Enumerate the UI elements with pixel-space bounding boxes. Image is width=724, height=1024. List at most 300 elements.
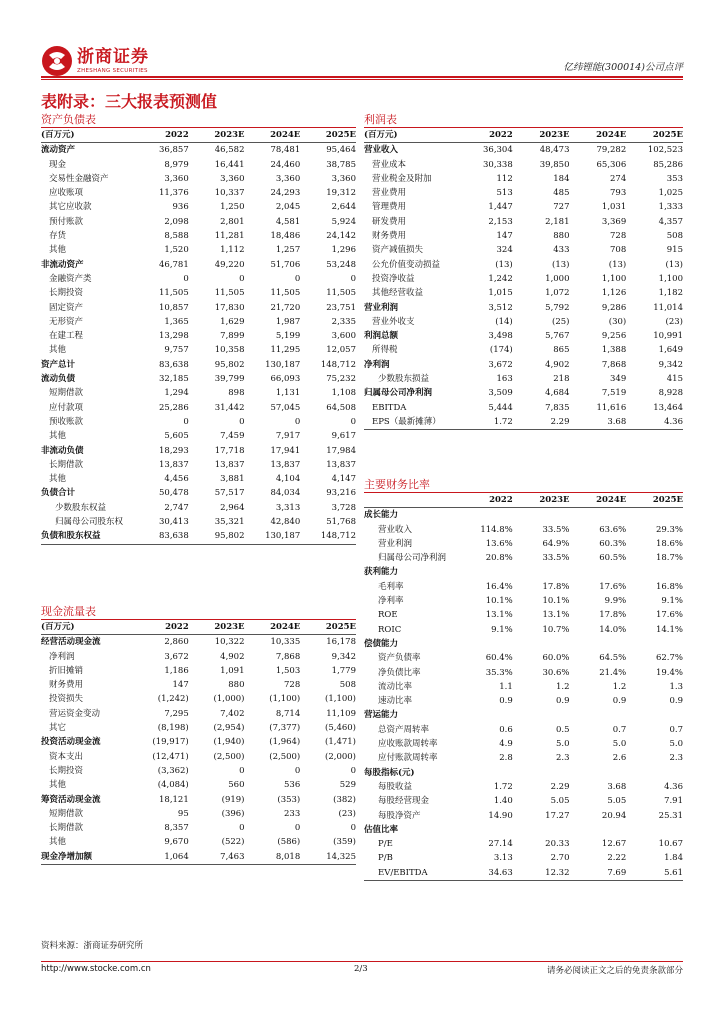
cell-value: 95,464	[326, 145, 356, 156]
row-label: 金融资产类	[49, 273, 92, 284]
cell-value: 5.0	[555, 739, 570, 750]
cell-value: 0	[239, 416, 245, 427]
cell-value: 39,799	[214, 374, 245, 385]
cell-value: 11,376	[159, 188, 189, 199]
cell-value: 3,509	[488, 388, 513, 399]
cell-value: (1,964)	[269, 737, 301, 748]
cell-value: 1,365	[164, 316, 189, 327]
cell-value: 65,306	[596, 159, 627, 170]
row-label: 所得税	[372, 345, 398, 356]
cell-value: 3,369	[601, 216, 627, 227]
row-label: 每股经营现金	[378, 796, 430, 807]
table-row	[364, 866, 683, 881]
table-header-row	[364, 128, 683, 143]
row-label: 非流动资产	[41, 259, 84, 270]
row-label: 折旧摊销	[49, 665, 84, 676]
cell-value: 1.1	[499, 681, 513, 692]
cell-value: 0.9	[612, 696, 627, 707]
cell-value: 24,460	[270, 159, 301, 170]
table-row	[364, 594, 683, 608]
cell-value: 64.9%	[542, 538, 570, 549]
cell-value	[513, 637, 570, 651]
cell-value: 17,984	[326, 445, 356, 456]
table-row	[41, 486, 356, 500]
cell-value: 3,728	[331, 502, 356, 513]
cell-value: 1.84	[664, 853, 683, 864]
cell-value: 147	[172, 680, 189, 691]
cell-value: 5,792	[545, 302, 570, 313]
row-label: 资产减值损失	[372, 245, 424, 256]
cell-value: 274	[610, 173, 627, 184]
cell-value	[456, 508, 513, 523]
source-note: 资料来源：浙商证券研究所	[41, 941, 144, 951]
table-row	[41, 835, 356, 849]
cell-value: 51,706	[270, 259, 301, 270]
column-header-year: 2023E	[189, 620, 245, 635]
cell-value: 7.69	[570, 866, 627, 881]
cell-value: 17,718	[214, 445, 245, 456]
cell-value: 1.72	[493, 781, 513, 792]
cell-value	[456, 708, 513, 722]
cell-value: 39,850	[539, 159, 570, 170]
row-label: EV/EBITDA	[364, 866, 456, 881]
cell-value	[513, 823, 570, 837]
cell-value: 13,464	[653, 402, 683, 413]
cell-value	[570, 508, 627, 523]
cell-value: 936	[172, 202, 189, 213]
table-row	[364, 343, 683, 357]
cell-value: 78,481	[270, 145, 301, 156]
cell-value: 10.1%	[542, 596, 570, 607]
cell-value: 60.4%	[485, 653, 513, 664]
cell-value: 16,441	[214, 159, 245, 170]
cell-value: 324	[496, 245, 513, 256]
row-label: 其他经营收益	[372, 288, 424, 299]
cell-value: 10,358	[214, 345, 245, 356]
cell-value: 0.5	[555, 724, 570, 735]
cell-value: 1.40	[493, 796, 513, 807]
row-label: 流动资产	[41, 145, 76, 156]
cell-value: 1,112	[220, 245, 245, 256]
cell-value: 1,503	[275, 665, 301, 676]
table-row	[41, 735, 356, 749]
cell-value: 1.2	[612, 681, 627, 692]
table-row	[41, 301, 356, 315]
table-row	[41, 158, 356, 172]
cell-value: 85,286	[653, 159, 683, 170]
cell-value: 728	[284, 680, 301, 691]
cell-value: 23,751	[326, 302, 356, 313]
cell-value: (5,460)	[325, 723, 356, 734]
cell-value: (12,471)	[152, 751, 189, 762]
row-label: 非流动负债	[41, 445, 84, 456]
cell-value: 2,747	[164, 502, 189, 513]
table-row	[364, 580, 683, 594]
cell-value: 114.8%	[480, 524, 513, 535]
cell-value: 0	[239, 765, 245, 776]
cell-value: 9.9%	[604, 596, 627, 607]
cell-value: (174)	[489, 345, 513, 356]
cell-value: 4,902	[545, 359, 570, 370]
cell-value: 1,186	[164, 665, 189, 676]
cash-flow-section	[41, 604, 356, 865]
row-label: 营业外收支	[372, 316, 415, 327]
cell-value: 18,486	[270, 231, 301, 242]
table-row	[41, 143, 356, 158]
table-row	[41, 358, 356, 372]
cell-value: 1,182	[658, 288, 683, 299]
cell-value: 1,779	[331, 665, 356, 676]
cell-value: (396)	[221, 808, 245, 819]
cell-value	[513, 565, 570, 579]
cell-value: (13)	[665, 259, 683, 270]
income-statement-table	[364, 128, 683, 430]
cell-value: 11,281	[214, 231, 245, 242]
cell-value: 13,837	[326, 459, 356, 470]
table-row	[41, 286, 356, 300]
cell-value: 0.6	[499, 724, 513, 735]
cell-value: 0	[239, 823, 245, 834]
row-label: 少数股东损益	[378, 374, 430, 385]
cell-value: 4.36	[664, 781, 683, 792]
row-label: 应付账款周转率	[378, 753, 438, 764]
cell-value: 93,216	[326, 488, 356, 499]
row-label: 营业收入	[378, 524, 413, 535]
cell-value: 24,142	[326, 231, 356, 242]
column-header-unit: (百万元)	[41, 128, 133, 143]
cell-value: 13,837	[214, 459, 245, 470]
cell-value: (13)	[495, 259, 513, 270]
column-header-year: 2025E	[300, 128, 356, 143]
row-label: 预收账款	[49, 416, 84, 427]
row-label: 归属母公司股东权	[55, 517, 124, 528]
cell-value: 19,312	[326, 188, 356, 199]
cell-value: 7,868	[601, 359, 627, 370]
table-row	[364, 837, 683, 851]
cell-value: 33.5%	[542, 553, 570, 564]
cell-value: 793	[610, 188, 627, 199]
cell-value: 2.3	[555, 753, 570, 764]
cell-value: 10,857	[159, 302, 189, 313]
cell-value: 64,508	[326, 402, 356, 413]
table-row	[41, 372, 356, 386]
table-row	[364, 694, 683, 708]
cell-value: 8,714	[275, 708, 301, 719]
row-label: 负债和股东权益	[41, 529, 133, 544]
cell-value: 485	[553, 188, 570, 199]
table-row	[364, 565, 683, 579]
cell-value: 415	[666, 374, 683, 385]
row-label: 在建工程	[49, 331, 84, 342]
balance-sheet-title: 资产负债表	[41, 112, 356, 128]
cell-value	[513, 766, 570, 780]
cell-value: 60.3%	[599, 538, 627, 549]
cell-value: 3,512	[488, 302, 513, 313]
column-header-year: 2023E	[513, 493, 570, 508]
cell-value	[626, 823, 683, 837]
cell-value: 5,924	[331, 216, 356, 227]
cell-value: 0.9	[555, 696, 570, 707]
table-row	[364, 286, 683, 300]
row-label: 净利润	[49, 651, 75, 662]
cell-value: (1,940)	[213, 737, 245, 748]
row-label: 每股净资产	[378, 810, 421, 821]
row-label: 长期投资	[49, 765, 84, 776]
table-row	[364, 780, 683, 794]
column-header-year: 2022	[456, 128, 513, 143]
cell-value: 17.6%	[655, 610, 683, 621]
cell-value: 13.1%	[542, 610, 570, 621]
table-row	[364, 537, 683, 551]
cell-value: 130,187	[265, 359, 301, 370]
table-row	[41, 807, 356, 821]
cell-value: 29.3%	[655, 524, 683, 535]
cell-value: 102,523	[647, 145, 683, 156]
cell-value: 95	[177, 808, 189, 819]
cell-value: 30,338	[483, 159, 513, 170]
table-row	[364, 680, 683, 694]
row-label: 营业费用	[372, 188, 407, 199]
table-row	[364, 766, 683, 780]
cell-value: 2,801	[220, 216, 245, 227]
cell-value	[456, 637, 513, 651]
cell-value	[456, 766, 513, 780]
row-label: 现金	[49, 159, 67, 170]
table-row	[364, 229, 683, 243]
cell-value: (1,100)	[325, 694, 356, 705]
row-label: 少数股东权益	[55, 502, 107, 513]
cell-value: 148,712	[300, 529, 356, 544]
cell-value: 8,018	[245, 850, 301, 865]
cell-value: 33.5%	[542, 524, 570, 535]
cell-value: 880	[553, 231, 570, 242]
cell-value	[456, 565, 513, 579]
cell-value: 9,256	[601, 331, 627, 342]
table-row	[364, 608, 683, 622]
cell-value: 12.32	[513, 866, 570, 881]
cell-value	[513, 508, 570, 523]
table-row	[41, 764, 356, 778]
row-label: 应付款项	[49, 402, 84, 413]
cell-value: 1,242	[488, 273, 513, 284]
cell-value: 9,617	[331, 431, 356, 442]
cell-value: (14)	[495, 316, 513, 327]
cell-value: 10.67	[658, 839, 683, 850]
cell-value: 4,357	[658, 216, 683, 227]
cell-value: 21,720	[270, 302, 301, 313]
cell-value: 536	[284, 780, 301, 791]
cell-value: 880	[228, 680, 245, 691]
cell-value	[570, 708, 627, 722]
cell-value: 8,928	[658, 388, 683, 399]
cell-value: (4,084)	[157, 780, 189, 791]
cell-value: 32,185	[159, 374, 189, 385]
cell-value: 0.9	[669, 696, 683, 707]
cell-value: 8,357	[164, 823, 189, 834]
column-header-year: 2024E	[570, 128, 627, 143]
company-logo	[41, 44, 149, 78]
cell-value: 728	[610, 231, 627, 242]
cell-value: 3,360	[164, 173, 189, 184]
cell-value: 1,064	[133, 850, 189, 865]
table-row	[364, 243, 683, 257]
cell-value: (382)	[333, 794, 356, 805]
cell-value: 4,104	[275, 474, 301, 485]
cell-value: 1,629	[220, 316, 245, 327]
cell-value: 57,045	[270, 402, 301, 413]
cell-value: 5,444	[488, 402, 513, 413]
cell-value: (25)	[552, 316, 570, 327]
row-label: 其他	[49, 780, 67, 791]
table-row	[364, 386, 683, 400]
cell-value: 1,296	[331, 245, 356, 256]
cell-value: 349	[610, 374, 627, 385]
row-label: 财务费用	[49, 680, 84, 691]
column-header-year: 2025E	[300, 620, 356, 635]
cell-value: 62.7%	[655, 653, 683, 664]
cell-value: 24,293	[270, 188, 301, 199]
zheshang-logo-icon	[41, 45, 73, 77]
table-row	[41, 650, 356, 664]
table-row	[41, 172, 356, 186]
column-header-year: 2022	[133, 620, 189, 635]
cell-value: 4.9	[499, 739, 513, 750]
cell-value: 30.6%	[542, 667, 570, 678]
cell-value: 60.5%	[599, 553, 627, 564]
cell-value	[513, 708, 570, 722]
cell-value: 9.1%	[491, 624, 513, 635]
cell-value: 0	[350, 273, 356, 284]
table-row	[364, 401, 683, 415]
cell-value: 5.0	[612, 739, 627, 750]
table-row	[41, 415, 356, 429]
table-row	[41, 678, 356, 692]
website-link[interactable]: http://www.stocke.com.cn	[41, 964, 151, 974]
row-label: 每股收益	[378, 781, 413, 792]
cell-value: 1,520	[164, 245, 189, 256]
cell-value: 4,147	[331, 474, 356, 485]
table-row	[364, 172, 683, 186]
cell-value: 3,881	[220, 474, 245, 485]
cell-value: 18.6%	[655, 538, 683, 549]
cell-value: 0	[294, 273, 301, 284]
cell-value: 1,000	[545, 273, 570, 284]
row-label: 成长能力	[364, 510, 399, 521]
cell-value: 1,031	[601, 202, 627, 213]
cell-value: (2,500)	[269, 751, 301, 762]
table-row	[41, 243, 356, 257]
cell-value: 5.05	[607, 796, 627, 807]
cell-value: 1,257	[275, 245, 301, 256]
cell-value: 2.70	[550, 853, 570, 864]
cell-value: 3,600	[331, 331, 356, 342]
row-label: 其它应收款	[49, 202, 92, 213]
table-row	[364, 272, 683, 286]
cell-value: 27.14	[488, 839, 513, 850]
cell-value: 5.61	[626, 866, 683, 881]
table-row	[41, 229, 356, 243]
row-label: 总资产周转率	[378, 724, 430, 735]
table-row	[364, 809, 683, 823]
cell-value: 708	[610, 245, 627, 256]
cell-value: 4,581	[275, 216, 301, 227]
cell-value: 60.0%	[542, 653, 570, 664]
cell-value: 5,605	[164, 431, 189, 442]
row-label: 获利能力	[364, 567, 399, 578]
cell-value: 0	[350, 765, 356, 776]
cell-value: 1,649	[658, 345, 683, 356]
cell-value: 3,672	[164, 651, 189, 662]
row-label: 速动比率	[378, 696, 413, 707]
table-row	[41, 386, 356, 400]
cell-value	[570, 637, 627, 651]
cell-value: 7,402	[220, 708, 245, 719]
column-header-unit	[364, 493, 456, 508]
cell-value: (8,198)	[157, 723, 189, 734]
cell-value: 20.8%	[485, 553, 513, 564]
cell-value: 0	[350, 823, 356, 834]
cell-value: (30)	[608, 316, 627, 327]
cell-value: 30,413	[159, 517, 189, 528]
cell-value: (19,917)	[152, 737, 189, 748]
cell-value: 4,684	[545, 388, 570, 399]
table-row	[41, 529, 356, 544]
row-label: 利润总额	[364, 331, 399, 342]
cell-value: 46,781	[159, 259, 189, 270]
header-divider-thin	[41, 79, 683, 80]
cell-value: (7,377)	[269, 723, 301, 734]
cell-value: 147	[496, 231, 513, 242]
cell-value: 898	[228, 388, 245, 399]
table-row	[41, 635, 356, 650]
cell-value: 5.0	[669, 739, 683, 750]
cell-value	[626, 766, 683, 780]
cell-value: 14.0%	[599, 624, 627, 635]
cell-value: 5,199	[275, 331, 301, 342]
column-header-year: 2024E	[245, 620, 301, 635]
cell-value: 11,505	[159, 288, 189, 299]
cell-value: 57,517	[214, 488, 245, 499]
cell-value: 1,072	[545, 288, 570, 299]
cell-value: 4,456	[164, 474, 189, 485]
table-row	[364, 794, 683, 808]
footer-divider	[41, 961, 683, 962]
cell-value: 3,360	[220, 173, 245, 184]
table-row	[364, 372, 683, 386]
cell-value: 3,360	[275, 173, 301, 184]
cell-value: 10,322	[214, 637, 245, 648]
cell-value: 20.94	[601, 810, 627, 821]
row-label: 净利率	[378, 596, 404, 607]
row-label: 净负债比率	[378, 667, 421, 678]
cell-value: 5.05	[550, 796, 570, 807]
cell-value: 2,153	[488, 216, 513, 227]
cell-value: 49,220	[214, 259, 245, 270]
table-row	[364, 737, 683, 751]
cell-value: 184	[553, 173, 570, 184]
cell-value: 17,830	[214, 302, 245, 313]
cell-value: (522)	[221, 837, 245, 848]
cell-value: 3,313	[275, 502, 301, 513]
row-label: 营业收入	[364, 145, 399, 156]
row-label: 营运资金变动	[49, 708, 101, 719]
cell-value: 8,588	[164, 231, 189, 242]
table-row	[41, 401, 356, 415]
cell-value: 48,473	[539, 145, 570, 156]
row-label: ROE	[378, 610, 398, 621]
row-label: 其它	[49, 723, 67, 734]
row-label: 投资损失	[49, 694, 84, 705]
